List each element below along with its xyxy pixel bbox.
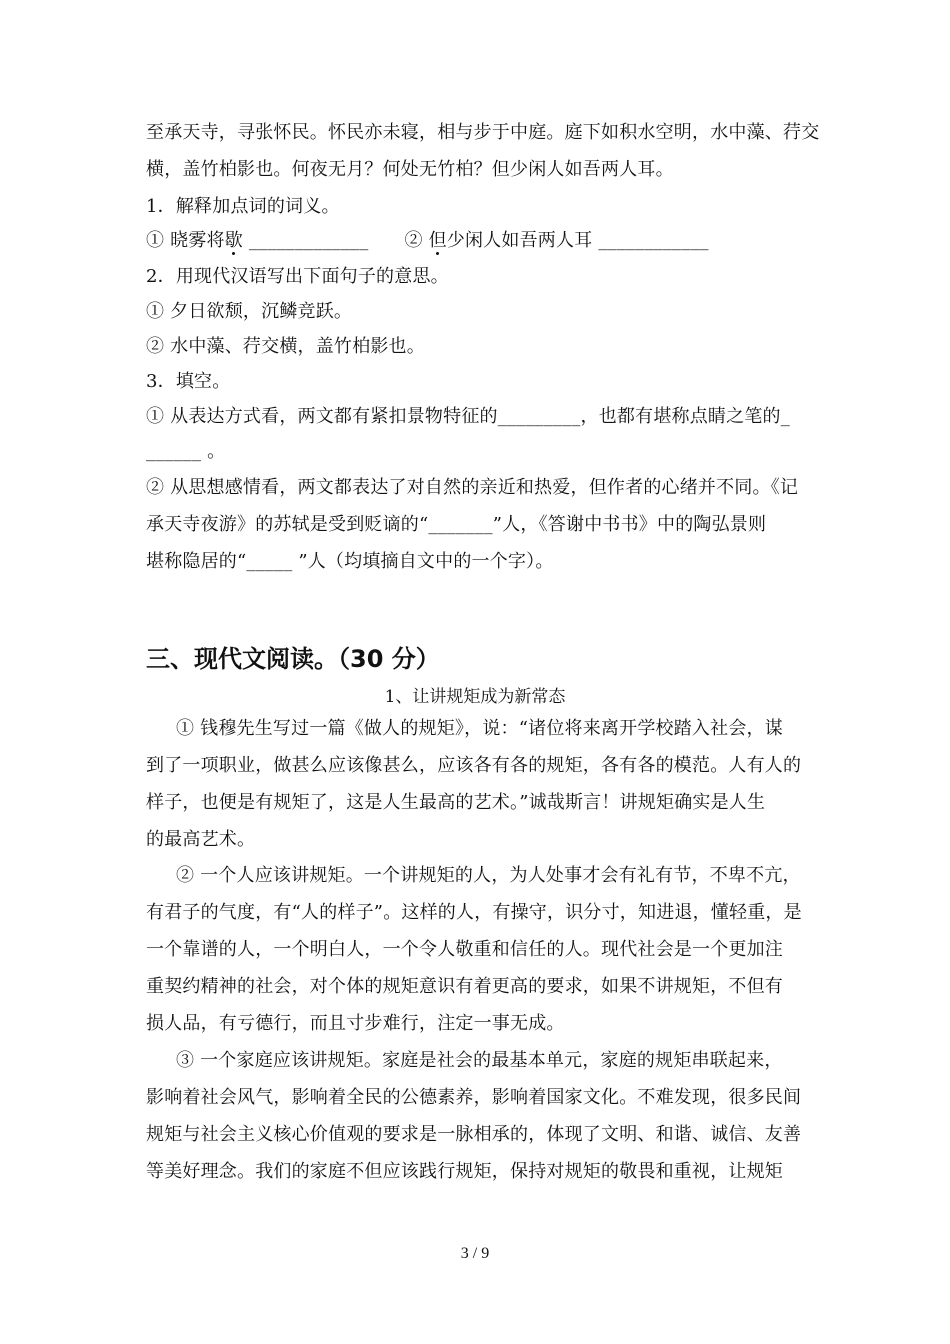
question-3-a-line-1: ① 从表达方式看，两文都有紧扣景物特征的_________，也都有堪称点睛之笔的_	[146, 406, 790, 427]
question-2-title: 2．用现代汉语写出下面句子的意思。	[146, 266, 449, 287]
emphasis-dot-word: 歇	[224, 230, 243, 251]
article-p2-line-1: ② 一个人应该讲规矩。一个讲规矩的人，为人处事才会有礼有节，不卑不亢，	[176, 865, 801, 886]
article-p3-line-3: 规矩与社会主义核心价值观的要求是一脉相承的，体现了文明、和谐、诚信、友善	[146, 1124, 802, 1145]
article-p2-line-4: 重契约精神的社会，对个体的规矩意识有着更高的要求，如果不讲规矩，不但有	[146, 976, 783, 997]
question-3-b-line-1: ② 从思想感情看，两文都表达了对自然的亲近和热爱，但作者的心绪并不同。《记	[146, 477, 799, 498]
question-1-items	[146, 229, 810, 253]
question-3-b-line-3: 堪称隐居的“_____ ”人（均填摘自文中的一个字）。	[146, 551, 554, 572]
article-p2-line-3: 一个靠谱的人，一个明白人，一个令人敬重和信任的人。现代社会是一个更加注	[146, 939, 783, 960]
q1-item-a-prefix: ① 晓雾将	[146, 230, 225, 251]
article-p2-line-2: 有君子的气度，有“人的样子”。这样的人，有操守，识分寸，知进退，懂轻重，是	[146, 902, 802, 923]
question-1-title: 1．解释加点词的词义。	[146, 196, 340, 217]
article-p2-line-5: 损人品，有亏德行，而且寸步难行，注定一事无成。	[146, 1013, 565, 1034]
page-number: 3 / 9	[460, 1245, 490, 1262]
article-p1-line-4: 的最高艺术。	[146, 829, 256, 850]
article-title: 1、让讲规矩成为新常态	[384, 687, 566, 707]
article-p1-line-2: 到了一项职业，做甚么应该像甚么，应该各有各的规矩，各有各的模范。人有人的	[146, 755, 802, 776]
q1-item-b-rest: 少闲人如吾两人耳 ____________	[446, 230, 709, 251]
question-2-item-b: ② 水中藻、荇交横，盖竹柏影也。	[146, 336, 425, 357]
q1-item-b-prefix: ②	[404, 230, 429, 251]
question-3-title: 3．填空。	[146, 371, 231, 392]
passage-line-2: 横，盖竹柏影也。何夜无月？何处无竹柏？但少闲人如吾两人耳。	[146, 159, 674, 180]
passage-line-1: 至承天寺，寻张怀民。怀民亦未寝，相与步于中庭。庭下如积水空明，水中藻、荇交	[146, 122, 820, 143]
question-2-item-a: ① 夕日欲颓，沉鳞竞跃。	[146, 301, 353, 322]
article-p3-line-1: ③ 一个家庭应该讲规矩。家庭是社会的最基本单元，家庭的规矩串联起来，	[176, 1050, 783, 1071]
section-heading: 三、现代文阅读。（30 分）	[146, 645, 440, 673]
emphasis-dot-word: 但	[428, 230, 447, 251]
article-p3-line-4: 等美好理念。我们的家庭不但应该践行规矩，保持对规矩的敬畏和重视，让规矩	[146, 1161, 783, 1182]
question-3-b-line-2: 承天寺夜游》的苏轼是受到贬谪的“_______”人，《答谢中书书》中的陶弘景则	[146, 514, 767, 535]
article-p3-line-2: 影响着社会风气，影响着全民的公德素养，影响着国家文化。不难发现，很多民间	[146, 1087, 802, 1108]
article-p1-line-1: ① 钱穆先生写过一篇《做人的规矩》，说：“诸位将来离开学校踏入社会，谋	[176, 718, 783, 739]
q1-item-a-blank: _____________	[242, 230, 369, 251]
question-3-a-line-2: ______ 。	[146, 441, 226, 462]
article-p1-line-3: 样子，也便是有规矩了，这是人生最高的艺术。”诚哉斯言！讲规矩确实是人生	[146, 792, 766, 813]
